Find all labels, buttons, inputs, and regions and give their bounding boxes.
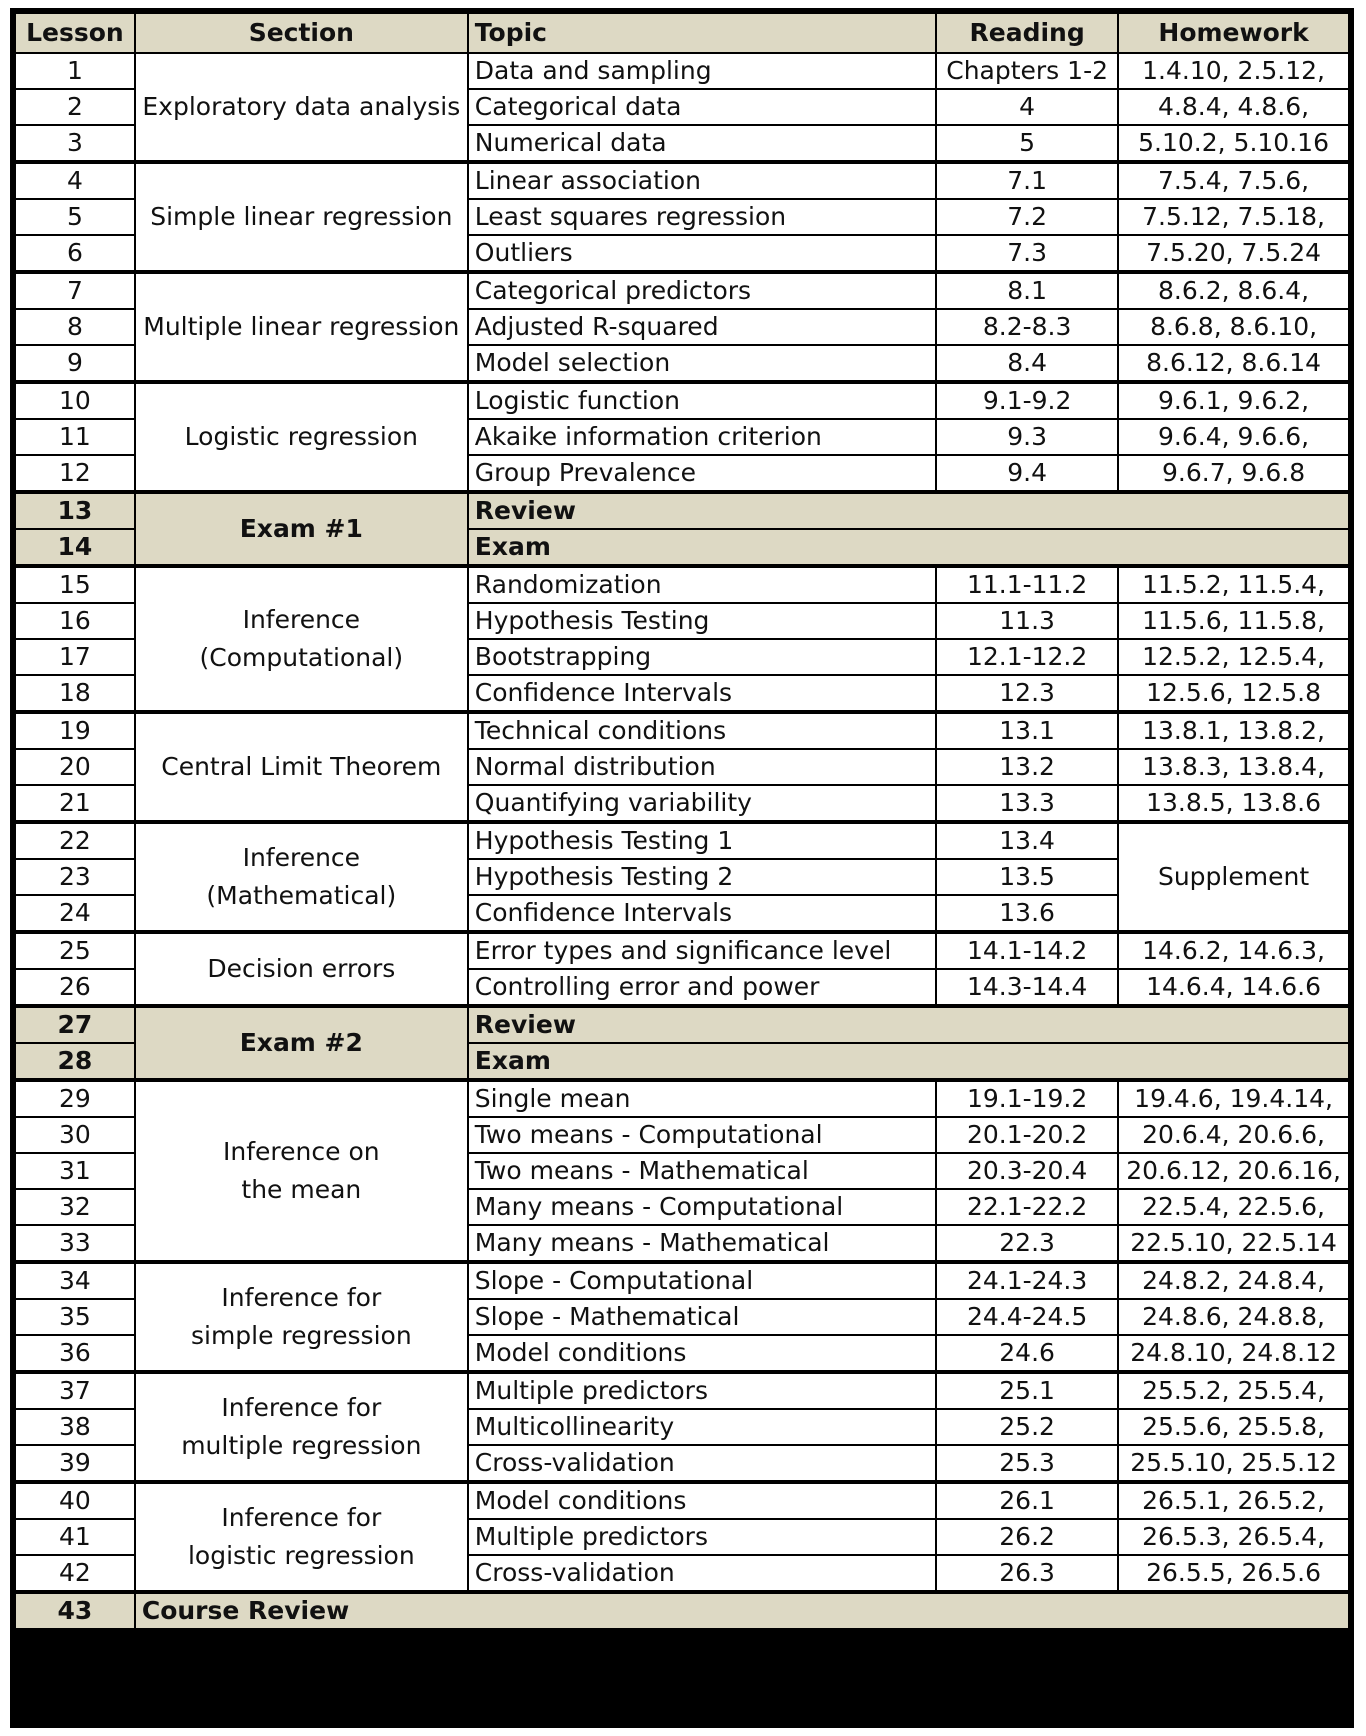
header-lesson: Lesson (15, 13, 135, 53)
reading-cell: 13.5 (936, 859, 1118, 895)
reading-cell: 25.1 (936, 1372, 1118, 1409)
section-cell (135, 822, 468, 932)
homework-cell: 25.5.10, 25.5.12 (1118, 1445, 1349, 1482)
header-section: Section (135, 13, 468, 53)
section-name-line: Inference for (221, 1503, 382, 1532)
lesson-cell: 34 (15, 1262, 135, 1299)
section-name-line: the mean (241, 1175, 362, 1204)
table-row (15, 382, 1349, 419)
header-homework: Homework (1118, 13, 1349, 53)
homework-cell: 13.8.3, 13.8.4, (1118, 749, 1349, 785)
topic-cell: Linear association (468, 162, 936, 199)
header-topic: Topic (468, 13, 936, 53)
lesson-cell: 30 (15, 1117, 135, 1153)
table-row (15, 1262, 1349, 1299)
topic-cell: Akaike information criterion (468, 419, 936, 455)
lesson-cell: 18 (15, 675, 135, 712)
homework-cell: 8.6.2, 8.6.4, (1118, 272, 1349, 309)
topic-cell: Logistic function (468, 382, 936, 419)
lesson-cell: 17 (15, 639, 135, 675)
homework-cell: 5.10.2, 5.10.16 (1118, 125, 1349, 162)
homework-cell: 25.5.2, 25.5.4, (1118, 1372, 1349, 1409)
section-name-line: multiple regression (181, 1431, 422, 1460)
reading-cell: 25.3 (936, 1445, 1118, 1482)
table-row (15, 566, 1349, 603)
reading-cell: 20.1-20.2 (936, 1117, 1118, 1153)
topic-cell: Categorical data (468, 89, 936, 125)
lesson-cell: 33 (15, 1225, 135, 1262)
homework-cell: 26.5.3, 26.5.4, (1118, 1519, 1349, 1555)
lesson-cell: 40 (15, 1482, 135, 1519)
reading-cell: 24.1-24.3 (936, 1262, 1118, 1299)
header-reading: Reading (936, 13, 1118, 53)
homework-cell: 1.4.10, 2.5.12, (1118, 53, 1349, 89)
section-cell (135, 1006, 468, 1080)
lesson-cell: 27 (15, 1006, 135, 1043)
topic-cell: Normal distribution (468, 749, 936, 785)
topic-cell: Slope - Computational (468, 1262, 936, 1299)
homework-cell: 22.5.4, 22.5.6, (1118, 1189, 1349, 1225)
topic-cell: Adjusted R-squared (468, 309, 936, 345)
homework-cell: 9.6.7, 9.6.8 (1118, 455, 1349, 492)
homework-cell: 4.8.4, 4.8.6, (1118, 89, 1349, 125)
topic-cell: Hypothesis Testing 1 (468, 822, 936, 859)
homework-cell: 14.6.2, 14.6.3, (1118, 932, 1349, 969)
lesson-cell: 13 (15, 492, 135, 529)
course-schedule-table (14, 12, 1350, 1630)
topic-cell: Least squares regression (468, 199, 936, 235)
section-name-line: Exploratory data analysis (142, 92, 461, 121)
homework-cell: 20.6.4, 20.6.6, (1118, 1117, 1349, 1153)
topic-cell: Two means - Computational (468, 1117, 936, 1153)
homework-supplement-cell: Supplement (1118, 822, 1349, 932)
lesson-cell: 11 (15, 419, 135, 455)
section-cell (135, 1080, 468, 1262)
schedule-table-frame (10, 8, 1354, 1728)
topic-cell: Technical conditions (468, 712, 936, 749)
homework-cell: 12.5.2, 12.5.4, (1118, 639, 1349, 675)
homework-cell: 22.5.10, 22.5.14 (1118, 1225, 1349, 1262)
lesson-cell: 25 (15, 932, 135, 969)
reading-cell: 11.1-11.2 (936, 566, 1118, 603)
section-name-line: logistic regression (187, 1541, 415, 1570)
reading-cell: 9.1-9.2 (936, 382, 1118, 419)
topic-cell: Model selection (468, 345, 936, 382)
lesson-cell: 19 (15, 712, 135, 749)
section-cell (135, 1482, 468, 1592)
section-cell (135, 53, 468, 162)
homework-cell: 26.5.1, 26.5.2, (1118, 1482, 1349, 1519)
section-name-line: (Computational) (199, 643, 404, 672)
lesson-cell: 8 (15, 309, 135, 345)
table-row (15, 1482, 1349, 1519)
section-cell (135, 566, 468, 712)
homework-cell: 7.5.12, 7.5.18, (1118, 199, 1349, 235)
reading-cell: 8.1 (936, 272, 1118, 309)
section-name-line: Exam #1 (239, 514, 363, 543)
section-name-line: Inference (242, 605, 361, 634)
reading-cell: 7.3 (936, 235, 1118, 272)
section-name-line: Multiple linear regression (143, 312, 460, 341)
topic-cell: Hypothesis Testing (468, 603, 936, 639)
homework-cell: 12.5.6, 12.5.8 (1118, 675, 1349, 712)
section-name-line: (Mathematical) (206, 881, 397, 910)
section-cell (135, 1372, 468, 1482)
topic-cell: Outliers (468, 235, 936, 272)
reading-cell: 12.3 (936, 675, 1118, 712)
table-row (15, 1372, 1349, 1409)
reading-cell: 24.4-24.5 (936, 1299, 1118, 1335)
section-name-line: Decision errors (207, 954, 396, 983)
reading-cell: 13.3 (936, 785, 1118, 822)
lesson-cell: 14 (15, 529, 135, 566)
reading-cell: 8.2-8.3 (936, 309, 1118, 345)
topic-cell: Multiple predictors (468, 1519, 936, 1555)
reading-cell: 19.1-19.2 (936, 1080, 1118, 1117)
topic-cell: Quantifying variability (468, 785, 936, 822)
reading-cell: 8.4 (936, 345, 1118, 382)
homework-cell: 14.6.4, 14.6.6 (1118, 969, 1349, 1006)
lesson-cell: 29 (15, 1080, 135, 1117)
section-name-line: Inference on (223, 1137, 380, 1166)
reading-cell: 20.3-20.4 (936, 1153, 1118, 1189)
reading-cell: 12.1-12.2 (936, 639, 1118, 675)
lesson-cell: 26 (15, 969, 135, 1006)
lesson-cell: 32 (15, 1189, 135, 1225)
lesson-cell: 36 (15, 1335, 135, 1372)
topic-cell: Slope - Mathematical (468, 1299, 936, 1335)
homework-cell: 11.5.2, 11.5.4, (1118, 566, 1349, 603)
header-row (15, 13, 1349, 53)
lesson-cell: 41 (15, 1519, 135, 1555)
reading-cell: 13.2 (936, 749, 1118, 785)
lesson-cell: 9 (15, 345, 135, 382)
section-name-line: Simple linear regression (150, 202, 453, 231)
topic-cell: Group Prevalence (468, 455, 936, 492)
table-row (15, 162, 1349, 199)
reading-cell: 26.3 (936, 1555, 1118, 1592)
topic-cell: Cross-validation (468, 1555, 936, 1592)
topic-cell: Randomization (468, 566, 936, 603)
topic-cell: Error types and significance level (468, 932, 936, 969)
homework-cell: 8.6.8, 8.6.10, (1118, 309, 1349, 345)
lesson-cell: 22 (15, 822, 135, 859)
topic-cell: Confidence Intervals (468, 895, 936, 932)
homework-cell: 7.5.20, 7.5.24 (1118, 235, 1349, 272)
table-row (15, 1080, 1349, 1117)
homework-cell: 20.6.12, 20.6.16, (1118, 1153, 1349, 1189)
lesson-cell: 1 (15, 53, 135, 89)
topic-cell: Many means - Computational (468, 1189, 936, 1225)
homework-cell: 24.8.6, 24.8.8, (1118, 1299, 1349, 1335)
homework-cell: 24.8.10, 24.8.12 (1118, 1335, 1349, 1372)
reading-cell: 24.6 (936, 1335, 1118, 1372)
topic-cell: Categorical predictors (468, 272, 936, 309)
topic-cell: Numerical data (468, 125, 936, 162)
lesson-cell: 10 (15, 382, 135, 419)
topic-cell: Model conditions (468, 1335, 936, 1372)
lesson-cell: 28 (15, 1043, 135, 1080)
section-name-line: Inference for (221, 1393, 382, 1422)
topic-cell: Data and sampling (468, 53, 936, 89)
homework-cell: 9.6.4, 9.6.6, (1118, 419, 1349, 455)
section-cell (135, 1262, 468, 1372)
lesson-cell: 21 (15, 785, 135, 822)
reading-cell: 22.3 (936, 1225, 1118, 1262)
table-row (15, 822, 1349, 859)
reading-cell: 22.1-22.2 (936, 1189, 1118, 1225)
homework-cell: 11.5.6, 11.5.8, (1118, 603, 1349, 639)
topic-cell: Model conditions (468, 1482, 936, 1519)
section-name-line: Inference (242, 843, 361, 872)
lesson-cell: 38 (15, 1409, 135, 1445)
homework-cell: 19.4.6, 19.4.14, (1118, 1080, 1349, 1117)
reading-cell: 7.2 (936, 199, 1118, 235)
reading-cell: 26.1 (936, 1482, 1118, 1519)
homework-cell: 7.5.4, 7.5.6, (1118, 162, 1349, 199)
lesson-cell: 42 (15, 1555, 135, 1592)
lesson-cell: 15 (15, 566, 135, 603)
reading-cell: 9.3 (936, 419, 1118, 455)
table-row (15, 492, 1349, 529)
reading-cell: 13.4 (936, 822, 1118, 859)
exam-topic-cell: Exam (468, 529, 1349, 566)
section-cell (135, 162, 468, 272)
reading-cell: 9.4 (936, 455, 1118, 492)
section-cell (135, 272, 468, 382)
lesson-cell: 39 (15, 1445, 135, 1482)
reading-cell: 7.1 (936, 162, 1118, 199)
reading-cell: 26.2 (936, 1519, 1118, 1555)
reading-cell: 14.3-14.4 (936, 969, 1118, 1006)
reading-cell: 25.2 (936, 1409, 1118, 1445)
table-row (15, 712, 1349, 749)
topic-cell: Bootstrapping (468, 639, 936, 675)
lesson-cell: 16 (15, 603, 135, 639)
lesson-cell: 37 (15, 1372, 135, 1409)
course-review-cell: Course Review (135, 1592, 1349, 1629)
lesson-cell: 23 (15, 859, 135, 895)
section-cell (135, 932, 468, 1006)
exam-topic-cell: Review (468, 1006, 1349, 1043)
exam-topic-cell: Review (468, 492, 1349, 529)
lesson-cell: 12 (15, 455, 135, 492)
reading-cell: 11.3 (936, 603, 1118, 639)
lesson-cell: 24 (15, 895, 135, 932)
topic-cell: Controlling error and power (468, 969, 936, 1006)
reading-cell: 13.6 (936, 895, 1118, 932)
homework-cell: 8.6.12, 8.6.14 (1118, 345, 1349, 382)
lesson-cell: 6 (15, 235, 135, 272)
topic-cell: Cross-validation (468, 1445, 936, 1482)
lesson-cell: 20 (15, 749, 135, 785)
lesson-cell: 3 (15, 125, 135, 162)
section-name-line: Inference for (221, 1283, 382, 1312)
topic-cell: Multicollinearity (468, 1409, 936, 1445)
table-row (15, 1592, 1349, 1629)
table-row (15, 53, 1349, 89)
reading-cell: Chapters 1-2 (936, 53, 1118, 89)
reading-cell: 14.1-14.2 (936, 932, 1118, 969)
topic-cell: Hypothesis Testing 2 (468, 859, 936, 895)
topic-cell: Two means - Mathematical (468, 1153, 936, 1189)
topic-cell: Multiple predictors (468, 1372, 936, 1409)
exam-topic-cell: Exam (468, 1043, 1349, 1080)
topic-cell: Confidence Intervals (468, 675, 936, 712)
homework-cell: 9.6.1, 9.6.2, (1118, 382, 1349, 419)
lesson-cell: 7 (15, 272, 135, 309)
reading-cell: 5 (936, 125, 1118, 162)
lesson-cell: 2 (15, 89, 135, 125)
section-cell (135, 712, 468, 822)
lesson-cell: 43 (15, 1592, 135, 1629)
section-name-line: Exam #2 (239, 1028, 363, 1057)
homework-cell: 26.5.5, 26.5.6 (1118, 1555, 1349, 1592)
table-row (15, 932, 1349, 969)
lesson-cell: 31 (15, 1153, 135, 1189)
homework-cell: 24.8.2, 24.8.4, (1118, 1262, 1349, 1299)
reading-cell: 13.1 (936, 712, 1118, 749)
table-row (15, 272, 1349, 309)
homework-cell: 25.5.6, 25.5.8, (1118, 1409, 1349, 1445)
lesson-cell: 35 (15, 1299, 135, 1335)
section-name-line: Central Limit Theorem (161, 752, 442, 781)
section-name-line: Logistic regression (184, 422, 418, 451)
reading-cell: 4 (936, 89, 1118, 125)
homework-cell: 13.8.1, 13.8.2, (1118, 712, 1349, 749)
section-name-line: simple regression (190, 1321, 412, 1350)
section-cell (135, 382, 468, 492)
lesson-cell: 5 (15, 199, 135, 235)
homework-cell: 13.8.5, 13.8.6 (1118, 785, 1349, 822)
table-row (15, 1006, 1349, 1043)
lesson-cell: 4 (15, 162, 135, 199)
section-cell (135, 492, 468, 566)
topic-cell: Single mean (468, 1080, 936, 1117)
topic-cell: Many means - Mathematical (468, 1225, 936, 1262)
